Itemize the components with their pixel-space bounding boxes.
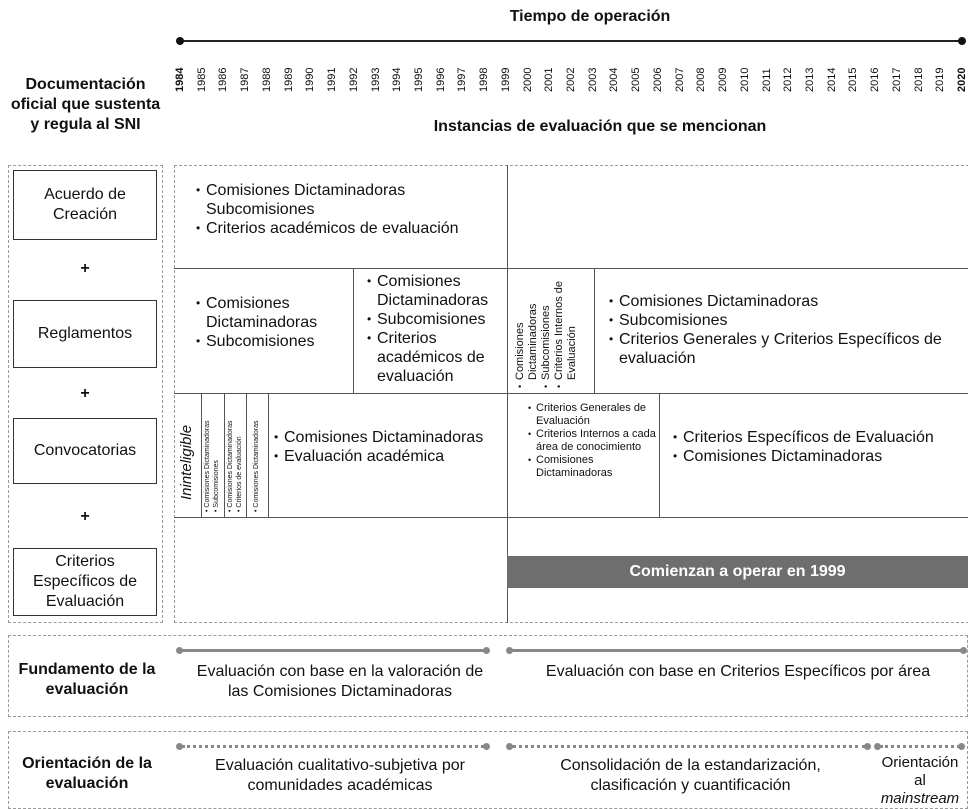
- year-label: 2012: [782, 67, 795, 92]
- year-label: 1986: [217, 67, 230, 92]
- year-label: 1997: [456, 67, 469, 92]
- orientacion-right-line-2: al: [914, 772, 926, 789]
- doc-acuerdo: Acuerdo de Creación: [13, 170, 157, 240]
- year-label: 2014: [825, 67, 838, 92]
- plus-sign: +: [80, 260, 90, 277]
- plus-sign: +: [80, 385, 90, 402]
- fundamento-right-bar: [510, 649, 964, 652]
- row-divider: [174, 517, 968, 518]
- fundamento-label: Fundamento de la evaluación: [18, 661, 156, 698]
- timeline-end-dot: [958, 37, 966, 45]
- cell-divider: [268, 393, 269, 517]
- right-header: Instancias de evaluación que se mencionan: [433, 118, 767, 135]
- bar-dot: [960, 647, 967, 654]
- convocatorias-main-text: [274, 428, 504, 466]
- plus-sign: +: [80, 508, 90, 525]
- year-label: 2003: [586, 67, 599, 92]
- year-label: 1988: [260, 67, 273, 92]
- year-label: 2013: [803, 67, 816, 92]
- year-label: 1984: [174, 67, 186, 92]
- row-divider: [174, 393, 968, 394]
- list-item: • Criterios académicos de evaluación: [196, 219, 496, 238]
- reglamentos-c-text: [514, 270, 579, 388]
- list-item: • Comisiones Dictaminadoras: [514, 270, 540, 388]
- year-label: 1998: [478, 67, 491, 92]
- orientacion-label: Orientación de la evaluación: [22, 755, 152, 792]
- timeline-start-dot: [176, 37, 184, 45]
- cell-divider: [353, 268, 354, 393]
- convocatorias-col3: [252, 420, 261, 512]
- list-item: • Comisiones Dictaminadoras: [253, 420, 260, 512]
- bar-dot: [483, 743, 490, 750]
- list-item: • Criterios Internos de Evaluación: [553, 270, 579, 388]
- year-label: 2004: [608, 67, 621, 92]
- convocatorias-col2: [226, 420, 244, 512]
- orientacion-mid-bar: [512, 745, 866, 748]
- year-label: 2015: [847, 67, 860, 92]
- list-item: • Subcomisiones: [609, 311, 959, 330]
- list-item: • Comisiones Dictaminadoras: [204, 420, 211, 512]
- year-label: 2001: [543, 67, 556, 92]
- year-label: 2018: [912, 67, 925, 92]
- list-item: • Comisiones Dictaminadoras: [673, 447, 965, 466]
- cell-divider: [201, 393, 202, 517]
- year-label: 1987: [239, 67, 252, 92]
- ininteligible-label: Ininteligible: [178, 424, 195, 500]
- orientacion-left-bar: [182, 745, 484, 748]
- acuerdo-early-text: [196, 181, 496, 238]
- year-label: 2002: [565, 67, 577, 92]
- year-label: 1993: [369, 67, 382, 92]
- year-label: 1985: [195, 67, 208, 92]
- list-item: • Criterios Internos a cada área de conocimiento: [528, 428, 656, 454]
- year-label: 1995: [412, 67, 425, 92]
- year-label: 2005: [630, 67, 643, 92]
- doc-reglamentos: Reglamentos: [13, 300, 157, 368]
- year-1999-divider: [507, 165, 508, 623]
- list-item: • Criterios Generales y Criterios Específicos de evaluación: [609, 330, 959, 368]
- orientacion-right-text: [872, 754, 968, 808]
- orientacion-left-text: Evaluación cualitativo-subjetiva por comunidades académicas: [215, 757, 465, 794]
- list-item: • Evaluación académica: [274, 447, 504, 466]
- cell-divider: [246, 393, 247, 517]
- convocatorias-col1: [203, 420, 221, 512]
- year-label: 1989: [282, 67, 295, 92]
- year-label: 1990: [304, 67, 317, 92]
- reglamentos-b-text: [367, 272, 505, 386]
- year-label: 2019: [934, 67, 947, 92]
- cell-divider: [224, 393, 225, 517]
- list-item: • Comisiones Dictaminadoras Subcomisiones: [196, 181, 496, 219]
- fundamento-right-text: Evaluación con base en Criterios Específicos por área: [545, 663, 931, 680]
- cell-divider: [594, 268, 595, 393]
- fundamento-left-text: Evaluación con base en la valoración de las Comisiones Dictaminadoras: [196, 663, 484, 700]
- list-item: • Comisiones Dictaminadoras: [367, 272, 505, 310]
- orientacion-right-line-3: mainstream: [880, 790, 960, 807]
- doc-convocatorias: Convocatorias: [13, 418, 157, 484]
- bar-dot: [864, 743, 871, 750]
- list-item: • Subcomisiones: [367, 310, 505, 329]
- list-item: • Comisiones Dictaminadoras: [274, 428, 504, 447]
- year-label: 2008: [695, 67, 708, 92]
- list-item: • Subcomisiones: [196, 332, 346, 351]
- list-item: • Comisiones Dictaminadoras: [227, 420, 234, 512]
- list-item: • Criterios de evaluación: [236, 436, 243, 512]
- year-label: 2017: [890, 67, 903, 92]
- year-label: 2010: [738, 67, 751, 92]
- year-label: 2006: [651, 67, 664, 92]
- list-item: • Subcomisiones: [213, 460, 220, 512]
- year-label: 1991: [326, 67, 339, 92]
- bar-dot: [483, 647, 490, 654]
- timeline-title: Tiempo de operación: [509, 8, 671, 25]
- list-item: • Subcomisiones: [540, 270, 553, 388]
- year-label: 2016: [869, 67, 882, 92]
- year-label: 2020: [956, 67, 968, 92]
- doc-criterios: Criterios Específicos de Evaluación: [13, 548, 157, 616]
- year-label: 2011: [760, 68, 773, 92]
- timeline-axis: [180, 40, 963, 42]
- year-label: 2007: [673, 67, 686, 92]
- convocatorias-mid-text: [528, 402, 656, 480]
- list-item: • Comisiones Dictaminadoras: [528, 454, 656, 480]
- list-item: • Criterios Generales de Evaluación: [528, 402, 656, 428]
- list-item: • Comisiones Dictaminadoras: [609, 292, 959, 311]
- bar-dot: [958, 743, 965, 750]
- list-item: • Criterios Específicos de Evaluación: [673, 428, 965, 447]
- year-label: 2000: [521, 67, 534, 92]
- fundamento-left-bar: [180, 649, 486, 652]
- convocatorias-late-text: [673, 428, 965, 466]
- year-label: 1992: [347, 67, 360, 92]
- cell-divider: [659, 393, 660, 517]
- year-label: 1996: [434, 67, 447, 92]
- reglamentos-d-text: [609, 292, 959, 368]
- list-item: • Comisiones Dictaminadoras: [196, 294, 346, 332]
- operation-banner: Comienzan a operar en 1999: [507, 556, 968, 588]
- year-label: 1994: [391, 67, 404, 92]
- year-label: 1999: [499, 67, 512, 92]
- row-divider: [174, 268, 968, 269]
- left-header: Documentación oficial que sustenta y regula al SNI: [10, 76, 161, 133]
- list-item: • Criterios académicos de evaluación: [367, 329, 505, 386]
- orientacion-right-bar: [880, 745, 960, 748]
- orientacion-right-line-1: Orientación: [881, 754, 959, 771]
- reglamentos-a-text: [196, 294, 346, 351]
- orientacion-middle-text: Consolidación de la estandarización, clasificación y cuantificación: [560, 757, 821, 794]
- year-label: 2009: [717, 67, 730, 92]
